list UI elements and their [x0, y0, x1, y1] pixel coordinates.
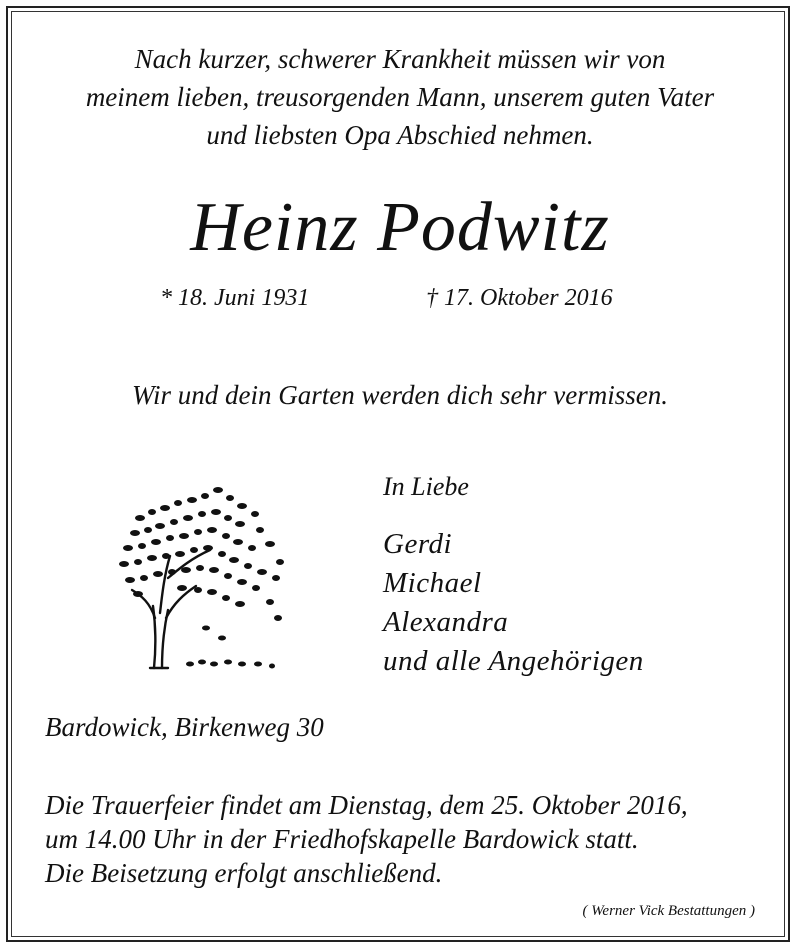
family-member: Michael [383, 567, 482, 599]
birth-date: * 18. Juni 1931 [160, 285, 310, 311]
family-member: Gerdi [383, 528, 453, 560]
deceased-name: Heinz Podwitz [190, 189, 610, 266]
intro-text [0, 40, 800, 154]
intro-line-3: und liebsten Opa Abschied nehmen. [206, 120, 594, 150]
undertaker-credit: ( Werner Vick Bestattungen ) [582, 903, 755, 919]
address: Bardowick, Birkenweg 30 [45, 712, 324, 742]
family-list [383, 525, 644, 681]
family-member: Alexandra [383, 606, 509, 638]
tree-icon [110, 478, 295, 678]
funeral-line-3: Die Beisetzung erfolgt anschließend. [45, 858, 443, 888]
intro-line-1: Nach kurzer, schwerer Krankheit müssen wir von [134, 44, 666, 74]
intro-line-2: meinem lieben, treusorgenden Mann, unserem guten Vater [85, 82, 715, 112]
funeral-notice [45, 788, 688, 890]
funeral-line-2: um 14.00 Uhr in der Friedhofskapelle Bardowick statt. [45, 824, 639, 854]
in-liebe-label: In Liebe [383, 472, 469, 501]
family-member: und alle Angehörigen [383, 645, 644, 677]
garden-line: Wir und dein Garten werden dich sehr vermissen. [132, 380, 668, 410]
funeral-line-1: Die Trauerfeier findet am Dienstag, dem 25. Oktober 2016, [45, 790, 688, 820]
death-date: † 17. Oktober 2016 [426, 285, 613, 311]
